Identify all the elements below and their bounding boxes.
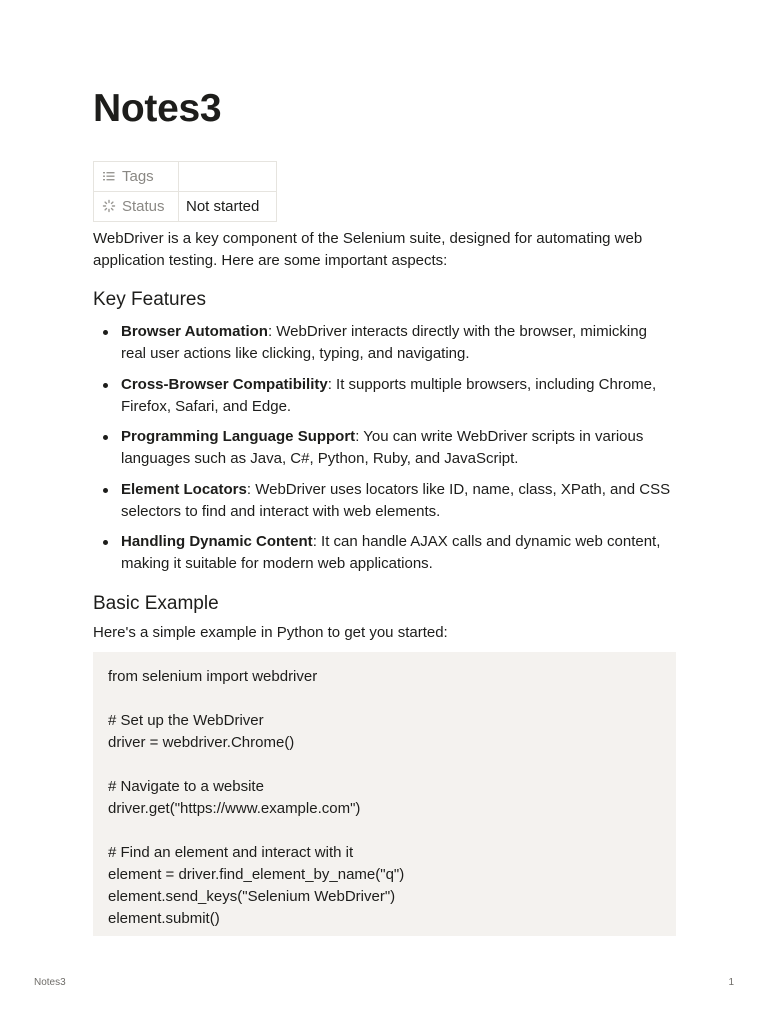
basic-example-heading: Basic Example <box>93 593 219 614</box>
property-label-status: Status <box>122 198 165 215</box>
feature-text: : WebDriver uses locators like ID, name, class, XPath, and CSS selectors to find and interact with web elements. <box>121 480 671 520</box>
feature-term: Handling Dynamic Content <box>121 533 313 550</box>
intro-paragraph: WebDriver is a key component of the Selenium suite, designed for automating web application testing. Here are some important aspects: <box>93 230 643 269</box>
property-value-tags <box>179 162 277 192</box>
properties-table <box>93 161 277 222</box>
list-item <box>93 321 676 365</box>
feature-text: : It can handle AJAX calls and dynamic web content, making it suitable for modern web applications. <box>121 533 661 572</box>
footer-document-name: Notes3 <box>34 977 66 988</box>
code-line <box>108 820 661 842</box>
code-line: # Navigate to a website <box>108 778 264 795</box>
property-row-tags <box>94 162 277 192</box>
code-line <box>108 754 661 776</box>
list-icon <box>102 169 116 183</box>
page-title: Notes3 <box>93 87 222 130</box>
code-line: from selenium import webdriver <box>108 668 318 685</box>
feature-text: : It supports multiple browsers, including Chrome, Firefox, Safari, and Edge. <box>121 375 657 415</box>
feature-term: Element Locators <box>121 480 247 498</box>
code-block <box>93 652 676 936</box>
example-lead-paragraph: Here's a simple example in Python to get you started: <box>93 624 448 641</box>
code-line: # Find an element and interact with it <box>108 844 354 861</box>
footer-page-number: 1 <box>728 977 734 988</box>
code-line <box>108 688 661 710</box>
property-name-cell <box>94 192 179 222</box>
feature-text: : WebDriver interacts directly with the browser, mimicking real user actions like clicking, typing, and navigating. <box>121 323 647 362</box>
list-item <box>93 374 676 418</box>
feature-term: Programming Language Support <box>121 428 356 445</box>
property-name-cell <box>94 162 179 192</box>
code-line: element.submit() <box>108 910 220 927</box>
list-item <box>93 426 676 470</box>
list-item <box>93 479 676 523</box>
list-item <box>93 531 676 575</box>
features-list <box>93 321 676 584</box>
key-features-heading: Key Features <box>93 289 206 310</box>
code-line: driver = webdriver.Chrome() <box>108 734 295 751</box>
code-line: # Set up the WebDriver <box>108 712 264 729</box>
code-line: element = driver.find_element_by_name("q") <box>108 866 405 883</box>
property-row-status <box>94 192 277 222</box>
code-line: driver.get("https://www.example.com") <box>108 800 361 817</box>
feature-text: : You can write WebDriver scripts in various languages such as Java, C#, Python, Ruby, and JavaScript. <box>121 428 644 467</box>
code-line: element.send_keys("Selenium WebDriver") <box>108 888 396 905</box>
status-spinner-icon <box>102 199 116 213</box>
property-label-tags: Tags <box>122 168 154 185</box>
feature-term: Cross-Browser Compatibility <box>121 375 328 393</box>
feature-term: Browser Automation <box>121 323 268 340</box>
status-badge: Not started <box>179 192 277 222</box>
